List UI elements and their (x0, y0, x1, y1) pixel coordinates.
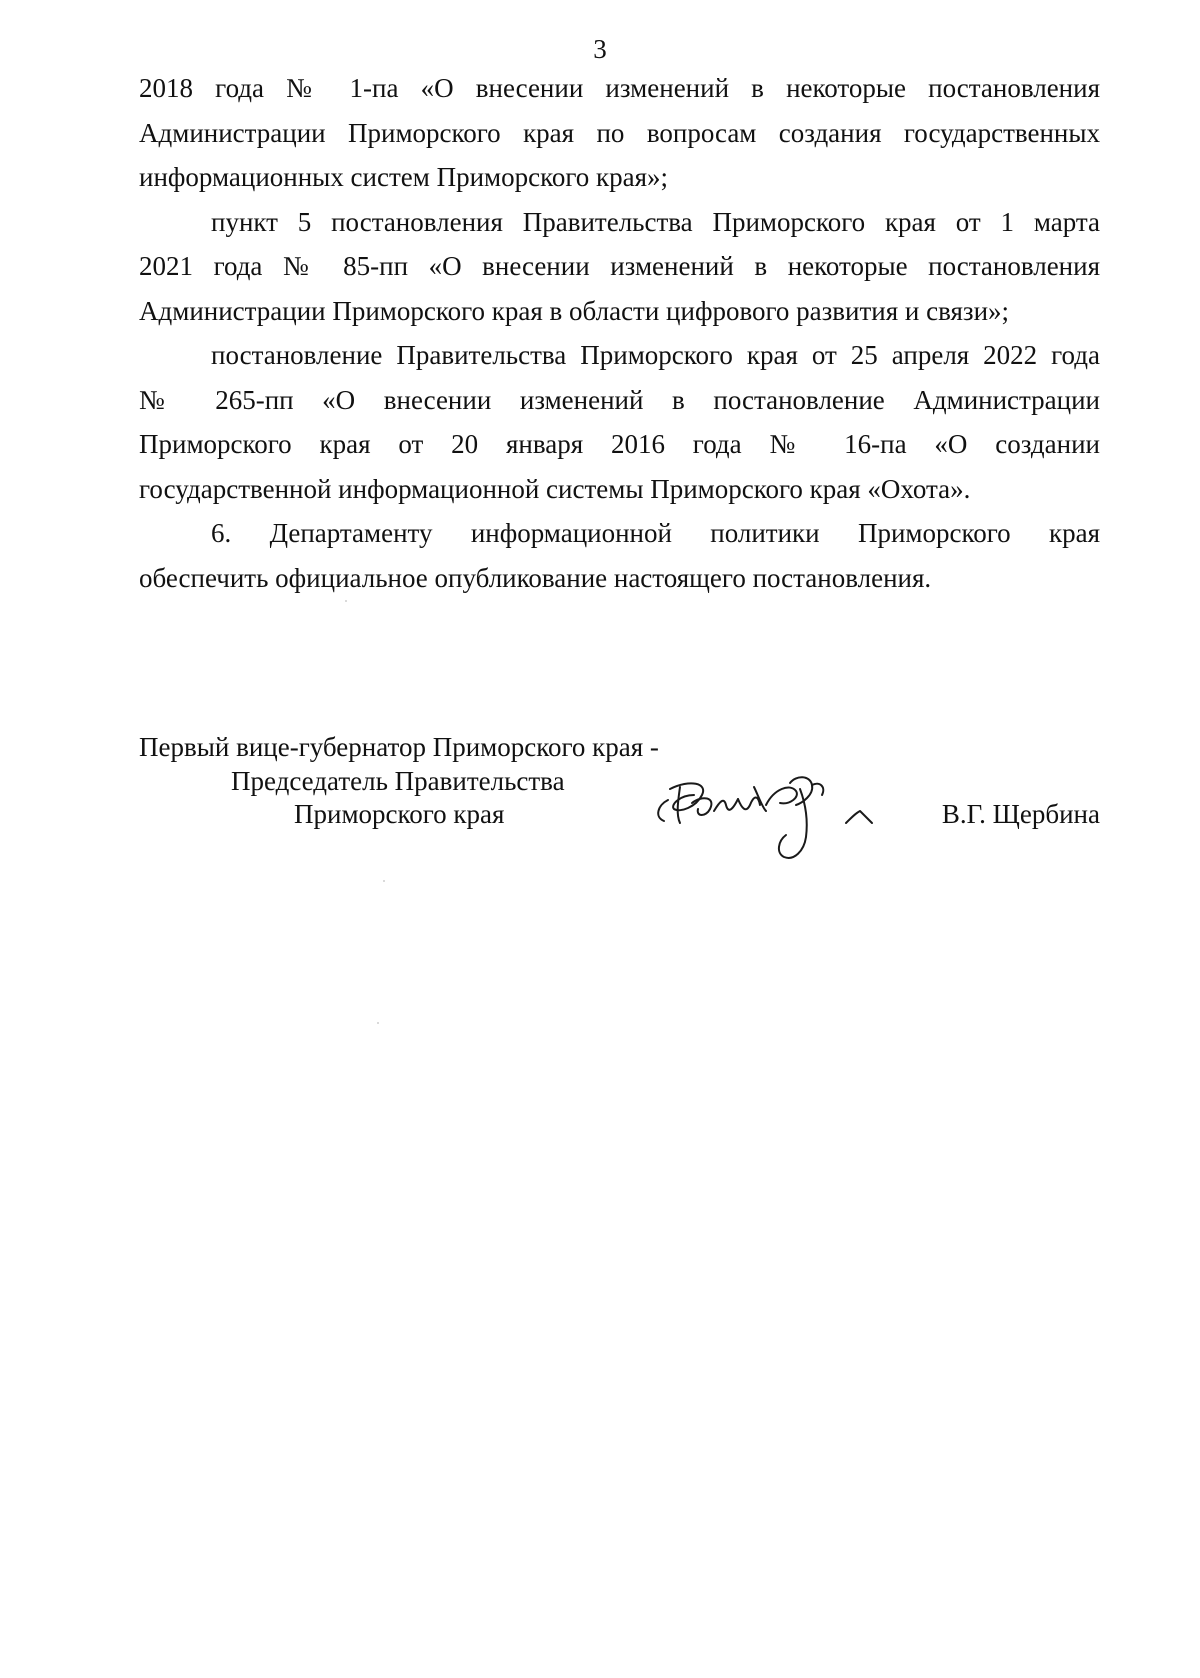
text-line: Администрации Приморского края в области цифрового развития и связи»; (139, 295, 1010, 326)
text-line: Администрации Приморского края по вопросам создания государственных (139, 117, 1100, 148)
text-line: информационных систем Приморского края»; (139, 162, 669, 192)
text-line: пункт 5 постановления Правительства Приморского края от 1 марта (211, 206, 1100, 237)
text-line: 6. Департаменту информационной политики Приморского края (211, 518, 1100, 548)
signatory-title: Первый вице-губернатор Приморского края - (139, 732, 659, 762)
text-line: постановление Правительства Приморского края от 25 апреля 2022 года (211, 340, 1100, 370)
scan-speck (345, 600, 347, 602)
signatory-name: В.Г. Щербина (941, 799, 1100, 829)
text-line: Приморского края от 20 января 2016 года № 16-па «О создании (139, 429, 1100, 459)
signature-block (139, 730, 1100, 870)
page-number: 3 (593, 34, 607, 64)
text-line: 2021 года № 85-пп «О внесении изменений в некоторые постановления (139, 251, 1100, 281)
signatory-title: Председатель Правительства (231, 766, 565, 796)
scan-speck (383, 880, 385, 882)
signatory-title: Приморского края (294, 799, 505, 829)
document-body (139, 66, 1100, 600)
text-line: 2018 года № 1-па «О внесении изменений в некоторые постановления (139, 73, 1100, 103)
text-line: № 265-пп «О внесении изменений в постановление Администрации (139, 384, 1100, 415)
text-line: государственной информационной системы Приморского края «Охота». (139, 473, 971, 504)
text-line: обеспечить официальное опубликование настоящего постановления. (139, 562, 932, 593)
handwritten-signature (650, 765, 930, 875)
scan-speck (377, 1022, 379, 1024)
